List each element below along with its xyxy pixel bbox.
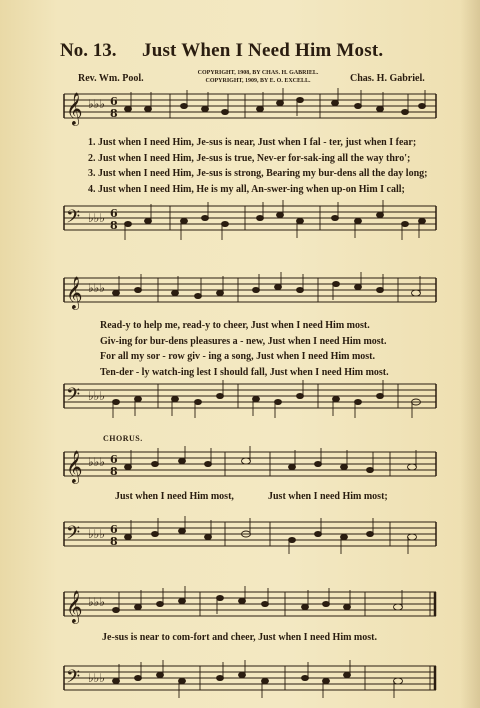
hymn-title: Just When I Need Him Most. [142, 40, 384, 61]
treble-staff-system-1 [60, 88, 440, 136]
chorus-treble-staff-2 [60, 586, 440, 626]
composer-credit: Chas. H. Gabriel. [350, 73, 425, 84]
copyright-line-1: COPYRIGHT, 1908, BY CHAS. H. GABRIEL. [197, 70, 319, 76]
svg-text:6: 6 [110, 95, 118, 108]
svg-text:𝄢: 𝄢 [66, 385, 81, 410]
verse-lines-part-2 [100, 318, 389, 380]
svg-text:♭♭♭: ♭♭♭ [88, 281, 105, 295]
page-spine-shadow [460, 0, 480, 708]
svg-text:♭♭♭: ♭♭♭ [88, 527, 105, 541]
svg-text:𝄢: 𝄢 [66, 523, 81, 548]
author-credit: Rev. Wm. Pool. [78, 73, 144, 84]
svg-text:𝄞: 𝄞 [66, 450, 83, 483]
svg-text:♭♭♭: ♭♭♭ [88, 211, 105, 225]
bass-staff-system-2 [60, 376, 440, 420]
svg-text:♭♭♭: ♭♭♭ [88, 455, 105, 469]
verse-4-refrain-line: Ten-der - ly watch-ing lest I should fall, Just when I need Him most. [100, 366, 389, 378]
chorus-bass-staff-2 [60, 652, 440, 702]
chorus-bass-staff-1 [60, 512, 440, 556]
verse-3-refrain-line: For all my sor - row giv - ing a song, Just when I need Him most. [100, 351, 376, 362]
verse-2-line: 2. Just when I need Him, Je-sus is true, Nev-er for-sak-ing all the way thro'; [88, 152, 411, 164]
chorus-line-1a: Just when I need Him most, [115, 491, 234, 502]
svg-text:𝄢: 𝄢 [66, 667, 81, 692]
chorus-label: CHORUS. [103, 434, 143, 443]
svg-text:𝄞: 𝄞 [66, 590, 83, 623]
svg-text:8: 8 [110, 219, 118, 232]
chorus-treble-staff-1 [60, 446, 440, 486]
title-row [60, 40, 430, 68]
hymn-number: No. 13. [60, 40, 117, 61]
copyright-line-2: COPYRIGHT, 1909, BY E. O. EXCELL. [205, 78, 311, 84]
svg-text:♭♭♭: ♭♭♭ [88, 389, 105, 403]
svg-text:♭♭♭: ♭♭♭ [88, 595, 105, 609]
svg-text:8: 8 [110, 107, 118, 120]
chorus-line-2: Je-sus is near to com-fort and cheer, Just when I need Him most. [102, 632, 377, 643]
verse-1-refrain-line: Read-y to help me, read-y to cheer, Just when I need Him most. [100, 320, 370, 331]
svg-text:6: 6 [110, 453, 118, 466]
svg-text:♭♭♭: ♭♭♭ [88, 671, 105, 685]
verse-lines-part-1 [88, 135, 427, 197]
svg-text:6: 6 [110, 523, 118, 536]
verse-3-line: 3. Just when I need Him, Je-sus is strong, Bearing my bur-dens all the day long; [88, 168, 428, 179]
chorus-line-1b: Just when I need Him most; [268, 491, 388, 502]
svg-text:𝄢: 𝄢 [66, 207, 81, 232]
svg-text:8: 8 [110, 465, 118, 478]
svg-text:𝄞: 𝄞 [66, 92, 83, 125]
bass-staff-system-1 [60, 196, 440, 246]
copyright-notice [178, 69, 338, 85]
verse-4-line: 4. Just when I need Him, He is my all, An-swer-ing when up-on Him I call; [88, 183, 405, 195]
svg-text:8: 8 [110, 535, 118, 548]
svg-text:6: 6 [110, 207, 118, 220]
verse-2-refrain-line: Giv-ing for bur-dens pleasures a - new, Just when I need Him most. [100, 335, 387, 347]
svg-text:♭♭♭: ♭♭♭ [88, 97, 105, 111]
treble-staff-system-2 [60, 272, 440, 316]
verse-1-line: 1. Just when I need Him, Je-sus is near, Just when I fal - ter, just when I fear; [88, 137, 417, 148]
svg-text:𝄞: 𝄞 [66, 276, 83, 309]
